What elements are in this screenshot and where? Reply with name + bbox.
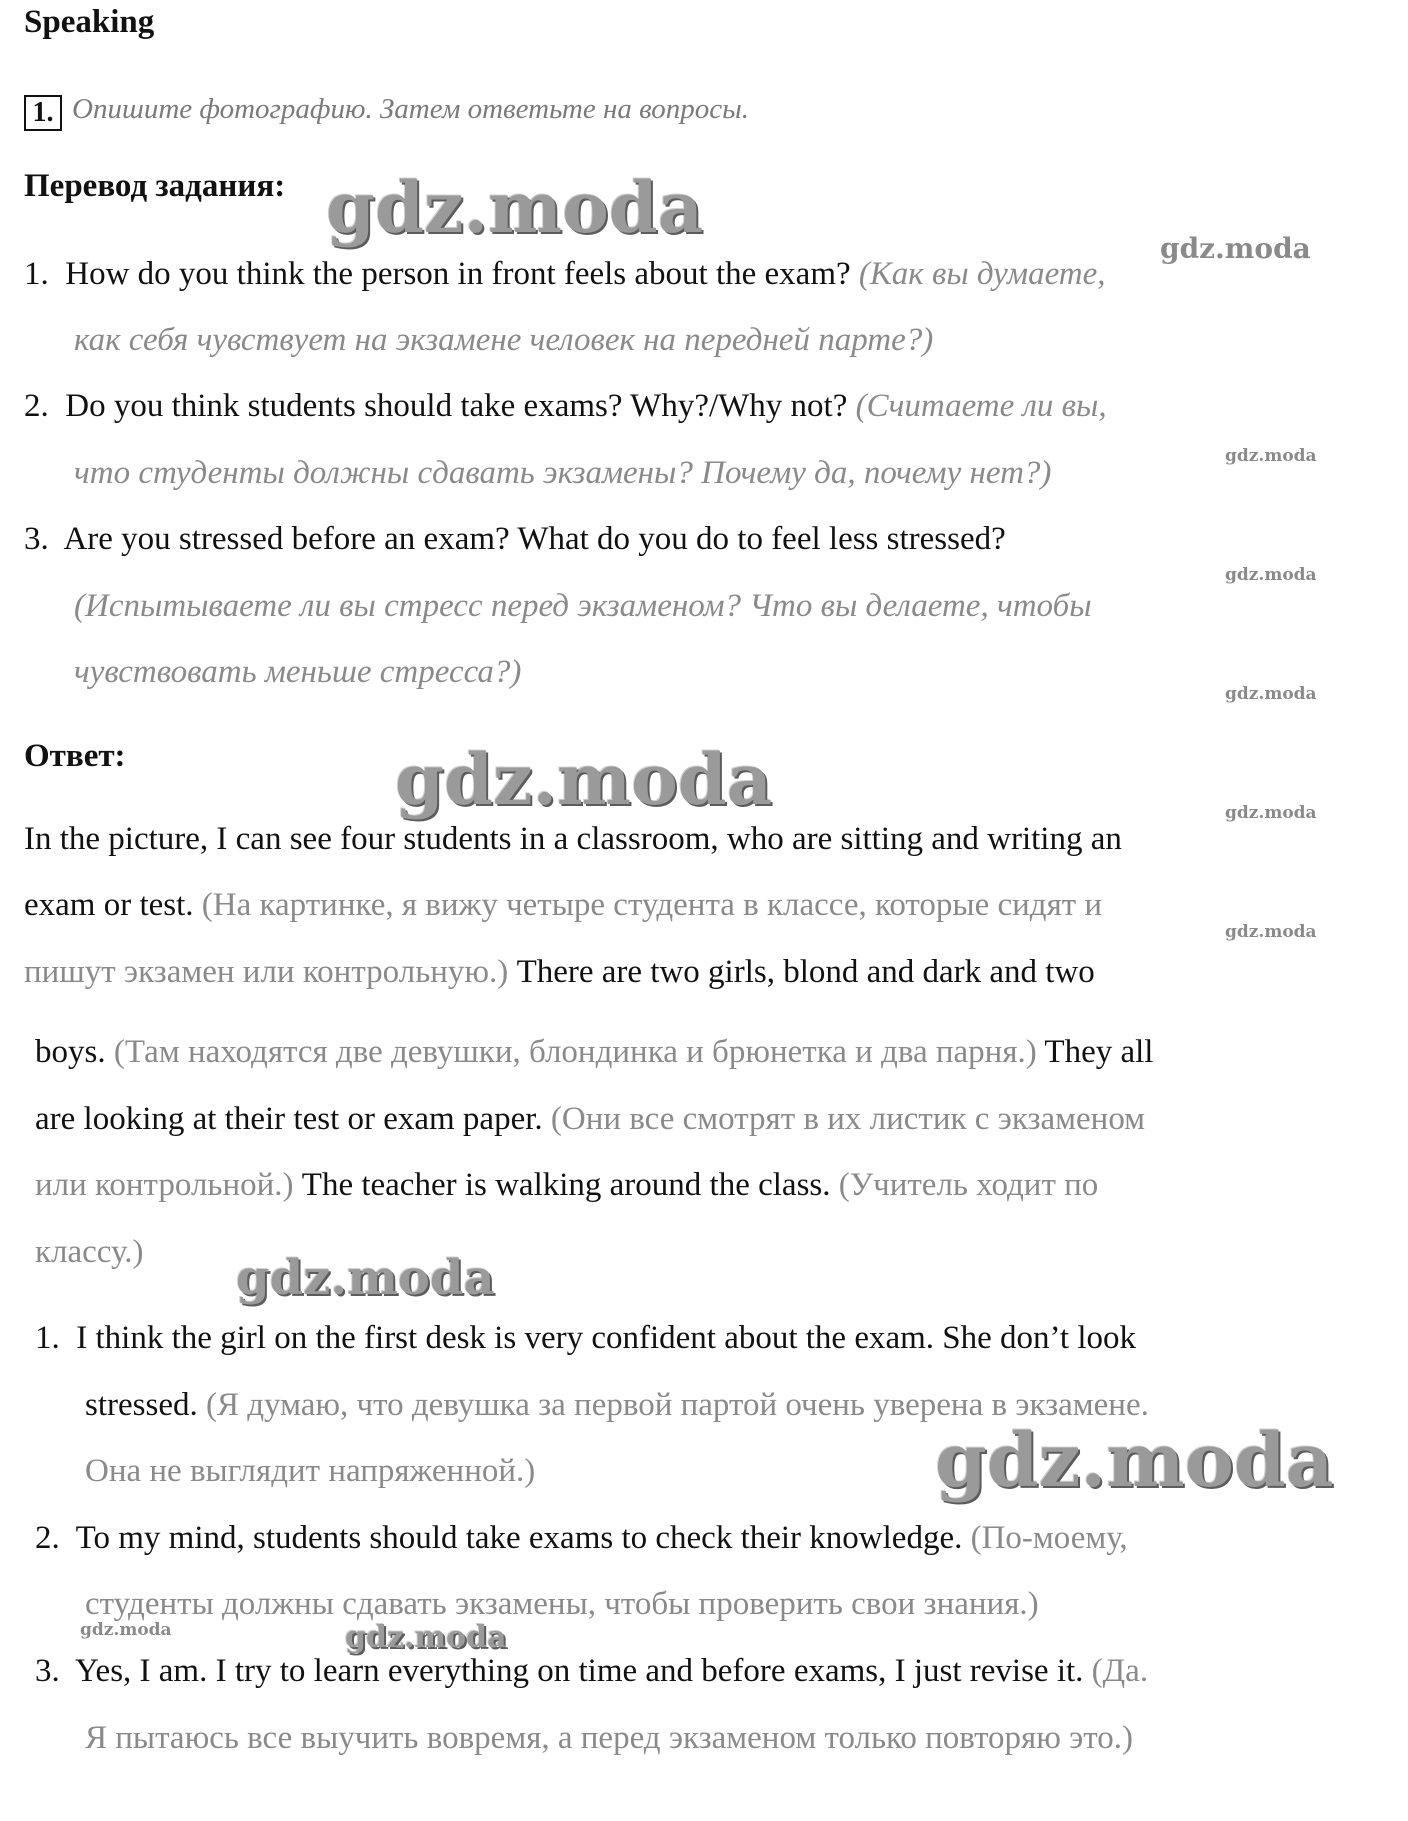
answer-ru: (Да. — [1091, 1653, 1149, 1689]
description-ru: (Они все смотрят в их листик с экзаменом — [550, 1101, 1146, 1137]
watermark-logo: gdz.moda — [935, 1418, 1334, 1504]
watermark-logo: gdz.moda — [236, 1250, 495, 1306]
watermark-small: gdz.moda — [1225, 565, 1317, 585]
question-ru: (Как вы думаете, — [858, 256, 1106, 292]
watermark-small: gdz.moda — [1225, 922, 1317, 942]
description-line-3 — [24, 952, 1095, 992]
task-instruction: Опишите фотографию. Затем ответьте на вопросы. — [72, 93, 750, 125]
question-1-line-1 — [24, 254, 1106, 294]
question-en: Do you think students should take exams? Why?/Why not? — [65, 388, 848, 424]
answer-number: 2. — [35, 1520, 60, 1556]
watermark-small: gdz.moda — [1225, 684, 1317, 704]
watermark-logo: gdz.moda — [326, 166, 704, 249]
description-en: They all — [1044, 1034, 1154, 1070]
question-2-line-2: что студенты должны сдавать экзамены? Почему да, почему нет?) — [74, 455, 1052, 491]
answer-3-line-1 — [35, 1651, 1148, 1691]
description-ru: пишут экзамен или контрольную.) — [24, 954, 509, 990]
description-line-6 — [35, 1165, 1098, 1205]
watermark-logo: gdz.moda — [345, 1620, 507, 1655]
description-ru: (Там находятся две девушки, блондинка и брюнетка и два парня.) — [113, 1034, 1037, 1070]
section-title: Speaking — [24, 4, 155, 40]
answer-1-line-3: Она не выглядит напряженной.) — [85, 1453, 536, 1489]
description-ru: (Учитель ходит по — [838, 1167, 1099, 1203]
watermark-small: gdz.moda — [1225, 803, 1317, 823]
question-number: 2. — [24, 388, 49, 424]
description-ru: или контрольной.) — [35, 1167, 294, 1203]
question-en: Are you stressed before an exam? What do you do to feel less stressed? — [63, 521, 1006, 557]
description-en: There are two girls, blond and dark and two — [516, 954, 1095, 990]
watermark-small: gdz.moda — [80, 1620, 172, 1640]
answer-3-line-2: Я пытаюсь все выучить вовремя, а перед экзаменом только повторяю это.) — [85, 1720, 1134, 1756]
description-line-4 — [35, 1032, 1153, 1072]
answer-en: stressed. — [85, 1387, 198, 1423]
question-3-line-2: (Испытываете ли вы стресс перед экзаменом? Что вы делаете, чтобы — [74, 588, 1092, 624]
description-line-5 — [35, 1099, 1145, 1139]
answer-en: I think the girl on the first desk is very confident about the exam. She don’t look — [76, 1320, 1137, 1356]
description-ru: (На картинке, я вижу четыре студента в классе, которые сидят и — [201, 887, 1103, 923]
answer-number: 3. — [35, 1653, 60, 1689]
description-line-7: классу.) — [35, 1234, 144, 1270]
description-line-1: In the picture, I can see four students in a classroom, who are sitting and writing an — [24, 821, 1122, 857]
answer-1-line-1 — [35, 1318, 1136, 1358]
watermark-small: gdz.moda — [1225, 446, 1317, 466]
question-2-line-1 — [24, 386, 1107, 426]
answer-2-line-2: студенты должны сдавать экзамены, чтобы проверить свои знания.) — [85, 1586, 1039, 1622]
answer-ru: (По-моему, — [970, 1520, 1128, 1556]
question-number: 1. — [24, 256, 49, 292]
description-en: are looking at their test or exam paper. — [35, 1101, 543, 1137]
watermark-small: gdz.moda — [1160, 232, 1311, 265]
answer-en: To my mind, students should take exams to check their knowledge. — [75, 1520, 963, 1556]
description-en: boys. — [35, 1034, 106, 1070]
description-en: The teacher is walking around the class. — [301, 1167, 831, 1203]
description-line-2 — [24, 885, 1102, 925]
task-number-box: 1. — [24, 95, 62, 131]
answer-ru: (Я думаю, что девушка за первой партой очень уверена в экзамене. — [205, 1387, 1149, 1423]
question-3-line-1 — [24, 519, 1006, 559]
question-ru: (Считаете ли вы, — [855, 388, 1107, 424]
watermark-logo: gdz.moda — [395, 738, 773, 821]
answer-heading: Ответ: — [24, 738, 126, 774]
answer-en: Yes, I am. I try to learn everything on time and before exams, I just revise it. — [75, 1653, 1084, 1689]
question-3-line-3: чувствовать меньше стресса?) — [74, 654, 522, 690]
question-en: How do you think the person in front feels about the exam? — [65, 256, 851, 292]
question-1-line-2: как себя чувствует на экзамене человек на передней парте?) — [74, 322, 934, 358]
answer-number: 1. — [35, 1320, 60, 1356]
answer-2-line-1 — [35, 1518, 1128, 1558]
description-en: exam or test. — [24, 887, 194, 923]
question-number: 3. — [24, 521, 49, 557]
translation-heading: Перевод задания: — [24, 168, 286, 204]
